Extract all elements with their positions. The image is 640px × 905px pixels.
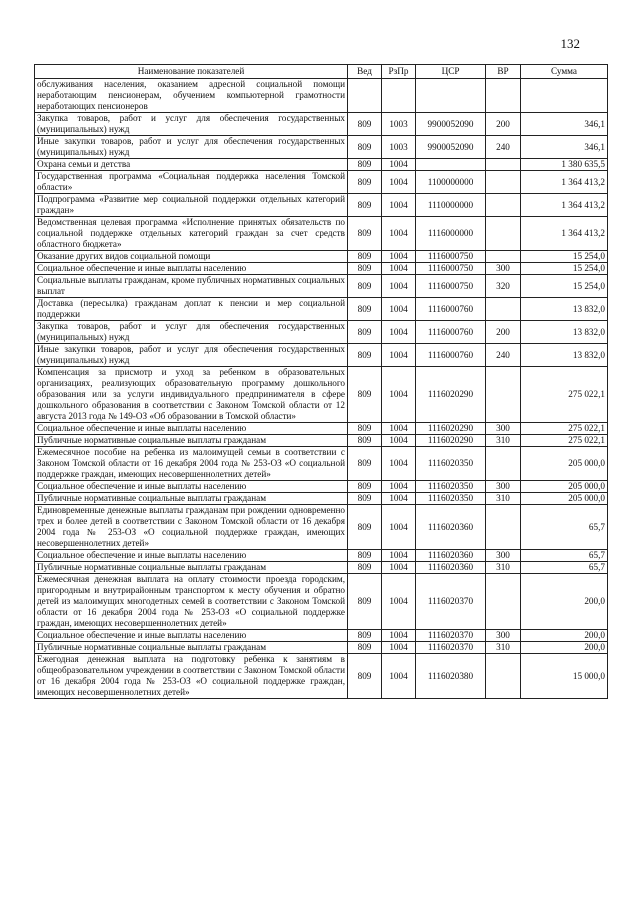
row-rzpr-cell: 1004 <box>382 447 416 481</box>
row-csr-cell: 1116020360 <box>416 550 486 562</box>
table-row <box>35 630 608 642</box>
row-csr-cell: 1116000750 <box>416 263 486 275</box>
table-row <box>35 344 608 367</box>
row-vr-cell: 310 <box>486 642 521 654</box>
row-sum-cell: 65,7 <box>521 550 608 562</box>
row-ved-cell: 809 <box>348 159 382 171</box>
row-csr-cell: 1116000760 <box>416 298 486 321</box>
row-rzpr-cell: 1004 <box>382 367 416 423</box>
row-rzpr-cell: 1004 <box>382 171 416 194</box>
table-row <box>35 79 608 113</box>
row-vr-cell <box>486 447 521 481</box>
row-sum-cell: 65,7 <box>521 562 608 574</box>
row-sum-cell: 65,7 <box>521 505 608 550</box>
row-vr-cell <box>486 367 521 423</box>
row-vr-cell: 240 <box>486 344 521 367</box>
row-name-cell: Социальное обеспечение и иные выплаты населению <box>35 481 348 493</box>
row-rzpr-cell: 1004 <box>382 423 416 435</box>
row-name-cell: Закупка товаров, работ и услуг для обеспечения государственных (муниципальных) нужд <box>35 113 348 136</box>
row-ved-cell: 809 <box>348 171 382 194</box>
row-name-cell: Публичные нормативные социальные выплаты гражданам <box>35 562 348 574</box>
row-ved-cell: 809 <box>348 574 382 630</box>
row-csr-cell: 1110000000 <box>416 194 486 217</box>
row-vr-cell: 300 <box>486 550 521 562</box>
row-ved-cell: 809 <box>348 251 382 263</box>
row-name-cell: Единовременные денежные выплаты гражданам при рождении одновременно трех и более детей в соответствии с Законом Томской области от 16 декабря 2004 года № 253-ОЗ «О социальной поддержке граждан, имеющих несовершеннолетних детей» <box>35 505 348 550</box>
row-ved-cell: 809 <box>348 505 382 550</box>
row-csr-cell <box>416 159 486 171</box>
row-sum-cell: 13 832,0 <box>521 298 608 321</box>
row-rzpr-cell: 1004 <box>382 159 416 171</box>
row-ved-cell: 809 <box>348 298 382 321</box>
row-sum-cell: 200,0 <box>521 630 608 642</box>
row-csr-cell: 1116000750 <box>416 275 486 298</box>
row-ved-cell: 809 <box>348 493 382 505</box>
row-csr-cell: 9900052090 <box>416 113 486 136</box>
row-vr-cell <box>486 505 521 550</box>
row-name-cell: Публичные нормативные социальные выплаты гражданам <box>35 435 348 447</box>
row-vr-cell: 300 <box>486 423 521 435</box>
table-row <box>35 321 608 344</box>
row-rzpr-cell: 1004 <box>382 275 416 298</box>
row-rzpr-cell: 1004 <box>382 642 416 654</box>
row-csr-cell: 1116020370 <box>416 574 486 630</box>
row-name-cell: Ежегодная денежная выплата на подготовку ребенка к занятиям в общеобразовательном учреждении в соответствии с Законом Томской области от 16 декабря 2004 года № 253-ОЗ «О социальной поддержке граждан, имеющих несовершеннолетних детей» <box>35 654 348 699</box>
row-vr-cell: 200 <box>486 321 521 344</box>
row-rzpr-cell: 1004 <box>382 298 416 321</box>
table-row <box>35 171 608 194</box>
row-ved-cell: 809 <box>348 654 382 699</box>
row-sum-cell: 13 832,0 <box>521 344 608 367</box>
row-csr-cell: 1116020360 <box>416 505 486 550</box>
row-vr-cell <box>486 217 521 251</box>
row-name-cell: Ежемесячное пособие на ребенка из малоимущей семьи в соответствии с Законом Томской области от 16 декабря 2004 года № 253-ОЗ «О социальной поддержке граждан, имеющих несовершеннолетних детей» <box>35 447 348 481</box>
row-ved-cell: 809 <box>348 263 382 275</box>
row-ved-cell: 809 <box>348 194 382 217</box>
table-row <box>35 642 608 654</box>
row-ved-cell: 809 <box>348 423 382 435</box>
row-sum-cell: 1 364 413,2 <box>521 194 608 217</box>
row-vr-cell: 310 <box>486 493 521 505</box>
row-name-cell: Закупка товаров, работ и услуг для обеспечения государственных (муниципальных) нужд <box>35 321 348 344</box>
row-name-cell: Охрана семьи и детства <box>35 159 348 171</box>
row-name-cell: Социальное обеспечение и иные выплаты населению <box>35 630 348 642</box>
column-header-csr: ЦСР <box>416 65 486 79</box>
row-sum-cell: 200,0 <box>521 574 608 630</box>
row-name-cell: Подпрограмма «Развитие мер социальной поддержки отдельных категорий граждан» <box>35 194 348 217</box>
row-rzpr-cell: 1004 <box>382 435 416 447</box>
row-vr-cell: 310 <box>486 435 521 447</box>
row-rzpr-cell: 1004 <box>382 654 416 699</box>
table-row <box>35 217 608 251</box>
row-name-cell: Ежемесячная денежная выплата на оплату стоимости проезда городским, пригородным и внутрирайонным транспортом к месту обучения и обратно детей из малоимущих многодетных семей в соответствии с Законом Томской области от 16 декабря 2004 года № 253-ОЗ «О социальной поддержке граждан, имеющих несовершеннолетних детей» <box>35 574 348 630</box>
row-sum-cell: 1 380 635,5 <box>521 159 608 171</box>
row-sum-cell: 1 364 413,2 <box>521 217 608 251</box>
row-name-cell: Публичные нормативные социальные выплаты гражданам <box>35 493 348 505</box>
row-csr-cell: 1116020370 <box>416 642 486 654</box>
row-csr-cell: 1116020350 <box>416 493 486 505</box>
row-csr-cell: 1116000750 <box>416 251 486 263</box>
row-sum-cell: 275 022,1 <box>521 423 608 435</box>
row-rzpr-cell: 1004 <box>382 574 416 630</box>
row-ved-cell: 809 <box>348 367 382 423</box>
table-row <box>35 435 608 447</box>
row-csr-cell: 1116020290 <box>416 435 486 447</box>
row-vr-cell: 300 <box>486 481 521 493</box>
row-name-cell: Компенсация за присмотр и уход за ребенком в образовательных организациях, реализующих образовательную программу дошкольного образования или за услуги индивидуального предпринимателя в сфере дошкольного образования в соответствии с Законом Томской области от 12 августа 2013 года № 149-ОЗ «Об образовании в Томской области» <box>35 367 348 423</box>
row-ved-cell: 809 <box>348 136 382 159</box>
row-csr-cell <box>416 79 486 113</box>
row-rzpr-cell: 1004 <box>382 505 416 550</box>
row-name-cell: Государственная программа «Социальная поддержка населения Томской области» <box>35 171 348 194</box>
row-ved-cell: 809 <box>348 344 382 367</box>
row-sum-cell: 346,1 <box>521 113 608 136</box>
table-row <box>35 447 608 481</box>
row-vr-cell: 310 <box>486 562 521 574</box>
row-sum-cell: 1 364 413,2 <box>521 171 608 194</box>
table-row <box>35 574 608 630</box>
row-ved-cell: 809 <box>348 562 382 574</box>
row-name-cell: обслуживания населения, оказанием адресной социальной помощи неработающим пенсионерам, обучением компьютерной грамотности неработающих пенсионеров <box>35 79 348 113</box>
row-csr-cell: 1116000760 <box>416 321 486 344</box>
row-rzpr-cell <box>382 79 416 113</box>
row-csr-cell: 1116020350 <box>416 447 486 481</box>
column-header-sum: Сумма <box>521 65 608 79</box>
row-sum-cell: 15 254,0 <box>521 275 608 298</box>
table-row <box>35 159 608 171</box>
table-row <box>35 481 608 493</box>
row-ved-cell: 809 <box>348 113 382 136</box>
column-header-ved: Вед <box>348 65 382 79</box>
row-vr-cell: 240 <box>486 136 521 159</box>
row-sum-cell: 346,1 <box>521 136 608 159</box>
table-row <box>35 562 608 574</box>
budget-table <box>34 64 608 699</box>
row-rzpr-cell: 1004 <box>382 263 416 275</box>
row-ved-cell: 809 <box>348 275 382 298</box>
row-vr-cell <box>486 574 521 630</box>
row-ved-cell: 809 <box>348 630 382 642</box>
row-csr-cell: 1116020360 <box>416 562 486 574</box>
row-csr-cell: 1116000000 <box>416 217 486 251</box>
row-csr-cell: 1116000760 <box>416 344 486 367</box>
table-row <box>35 493 608 505</box>
row-rzpr-cell: 1003 <box>382 136 416 159</box>
row-rzpr-cell: 1004 <box>382 630 416 642</box>
table-row <box>35 654 608 699</box>
table-row <box>35 298 608 321</box>
row-ved-cell: 809 <box>348 642 382 654</box>
row-vr-cell: 300 <box>486 630 521 642</box>
row-rzpr-cell: 1004 <box>382 562 416 574</box>
row-ved-cell <box>348 79 382 113</box>
row-vr-cell: 300 <box>486 263 521 275</box>
table-row <box>35 251 608 263</box>
row-sum-cell: 200,0 <box>521 642 608 654</box>
column-header-rzpr: РзПр <box>382 65 416 79</box>
row-csr-cell: 9900052090 <box>416 136 486 159</box>
row-name-cell: Иные закупки товаров, работ и услуг для обеспечения государственных (муниципальных) нужд <box>35 344 348 367</box>
row-rzpr-cell: 1004 <box>382 550 416 562</box>
table-row <box>35 136 608 159</box>
row-vr-cell: 320 <box>486 275 521 298</box>
table-row <box>35 275 608 298</box>
row-name-cell: Социальные выплаты гражданам, кроме публичных нормативных социальных выплат <box>35 275 348 298</box>
row-ved-cell: 809 <box>348 447 382 481</box>
row-name-cell: Социальное обеспечение и иные выплаты населению <box>35 550 348 562</box>
row-ved-cell: 809 <box>348 321 382 344</box>
row-name-cell: Публичные нормативные социальные выплаты гражданам <box>35 642 348 654</box>
row-csr-cell: 1116020350 <box>416 481 486 493</box>
row-vr-cell <box>486 159 521 171</box>
row-ved-cell: 809 <box>348 550 382 562</box>
row-csr-cell: 1100000000 <box>416 171 486 194</box>
table-row <box>35 423 608 435</box>
row-sum-cell: 275 022,1 <box>521 435 608 447</box>
table-row <box>35 550 608 562</box>
row-vr-cell <box>486 251 521 263</box>
row-rzpr-cell: 1004 <box>382 344 416 367</box>
row-vr-cell <box>486 171 521 194</box>
row-ved-cell: 809 <box>348 435 382 447</box>
row-rzpr-cell: 1004 <box>382 251 416 263</box>
row-sum-cell: 205 000,0 <box>521 447 608 481</box>
row-sum-cell: 13 832,0 <box>521 321 608 344</box>
row-name-cell: Ведомственная целевая программа «Исполнение принятых обязательств по социальной поддержке отдельных категорий граждан за счет средств областного бюджета» <box>35 217 348 251</box>
row-sum-cell: 205 000,0 <box>521 493 608 505</box>
row-csr-cell: 1116020290 <box>416 367 486 423</box>
row-ved-cell: 809 <box>348 217 382 251</box>
row-sum-cell: 15 000,0 <box>521 654 608 699</box>
table-row <box>35 113 608 136</box>
row-rzpr-cell: 1004 <box>382 217 416 251</box>
page-number: 132 <box>560 36 580 51</box>
row-csr-cell: 1116020290 <box>416 423 486 435</box>
row-sum-cell: 275 022,1 <box>521 367 608 423</box>
row-name-cell: Социальное обеспечение и иные выплаты населению <box>35 423 348 435</box>
row-ved-cell: 809 <box>348 481 382 493</box>
row-rzpr-cell: 1004 <box>382 493 416 505</box>
row-sum-cell <box>521 79 608 113</box>
row-sum-cell: 15 254,0 <box>521 263 608 275</box>
row-rzpr-cell: 1004 <box>382 194 416 217</box>
table-row <box>35 505 608 550</box>
row-rzpr-cell: 1004 <box>382 321 416 344</box>
table-row <box>35 263 608 275</box>
row-name-cell: Социальное обеспечение и иные выплаты населению <box>35 263 348 275</box>
column-header-name: Наименование показателей <box>35 65 348 79</box>
row-name-cell: Доставка (пересылка) гражданам доплат к пенсии и мер социальной поддержки <box>35 298 348 321</box>
row-csr-cell: 1116020380 <box>416 654 486 699</box>
row-vr-cell <box>486 654 521 699</box>
row-vr-cell <box>486 298 521 321</box>
table-row <box>35 367 608 423</box>
row-rzpr-cell: 1003 <box>382 113 416 136</box>
row-sum-cell: 15 254,0 <box>521 251 608 263</box>
row-name-cell: Оказание других видов социальной помощи <box>35 251 348 263</box>
row-vr-cell <box>486 79 521 113</box>
row-vr-cell <box>486 194 521 217</box>
row-rzpr-cell: 1004 <box>382 481 416 493</box>
row-name-cell: Иные закупки товаров, работ и услуг для обеспечения государственных (муниципальных) нужд <box>35 136 348 159</box>
row-csr-cell: 1116020370 <box>416 630 486 642</box>
table-header-row <box>35 65 608 79</box>
column-header-vr: ВР <box>486 65 521 79</box>
row-vr-cell: 200 <box>486 113 521 136</box>
row-sum-cell: 205 000,0 <box>521 481 608 493</box>
table-row <box>35 194 608 217</box>
